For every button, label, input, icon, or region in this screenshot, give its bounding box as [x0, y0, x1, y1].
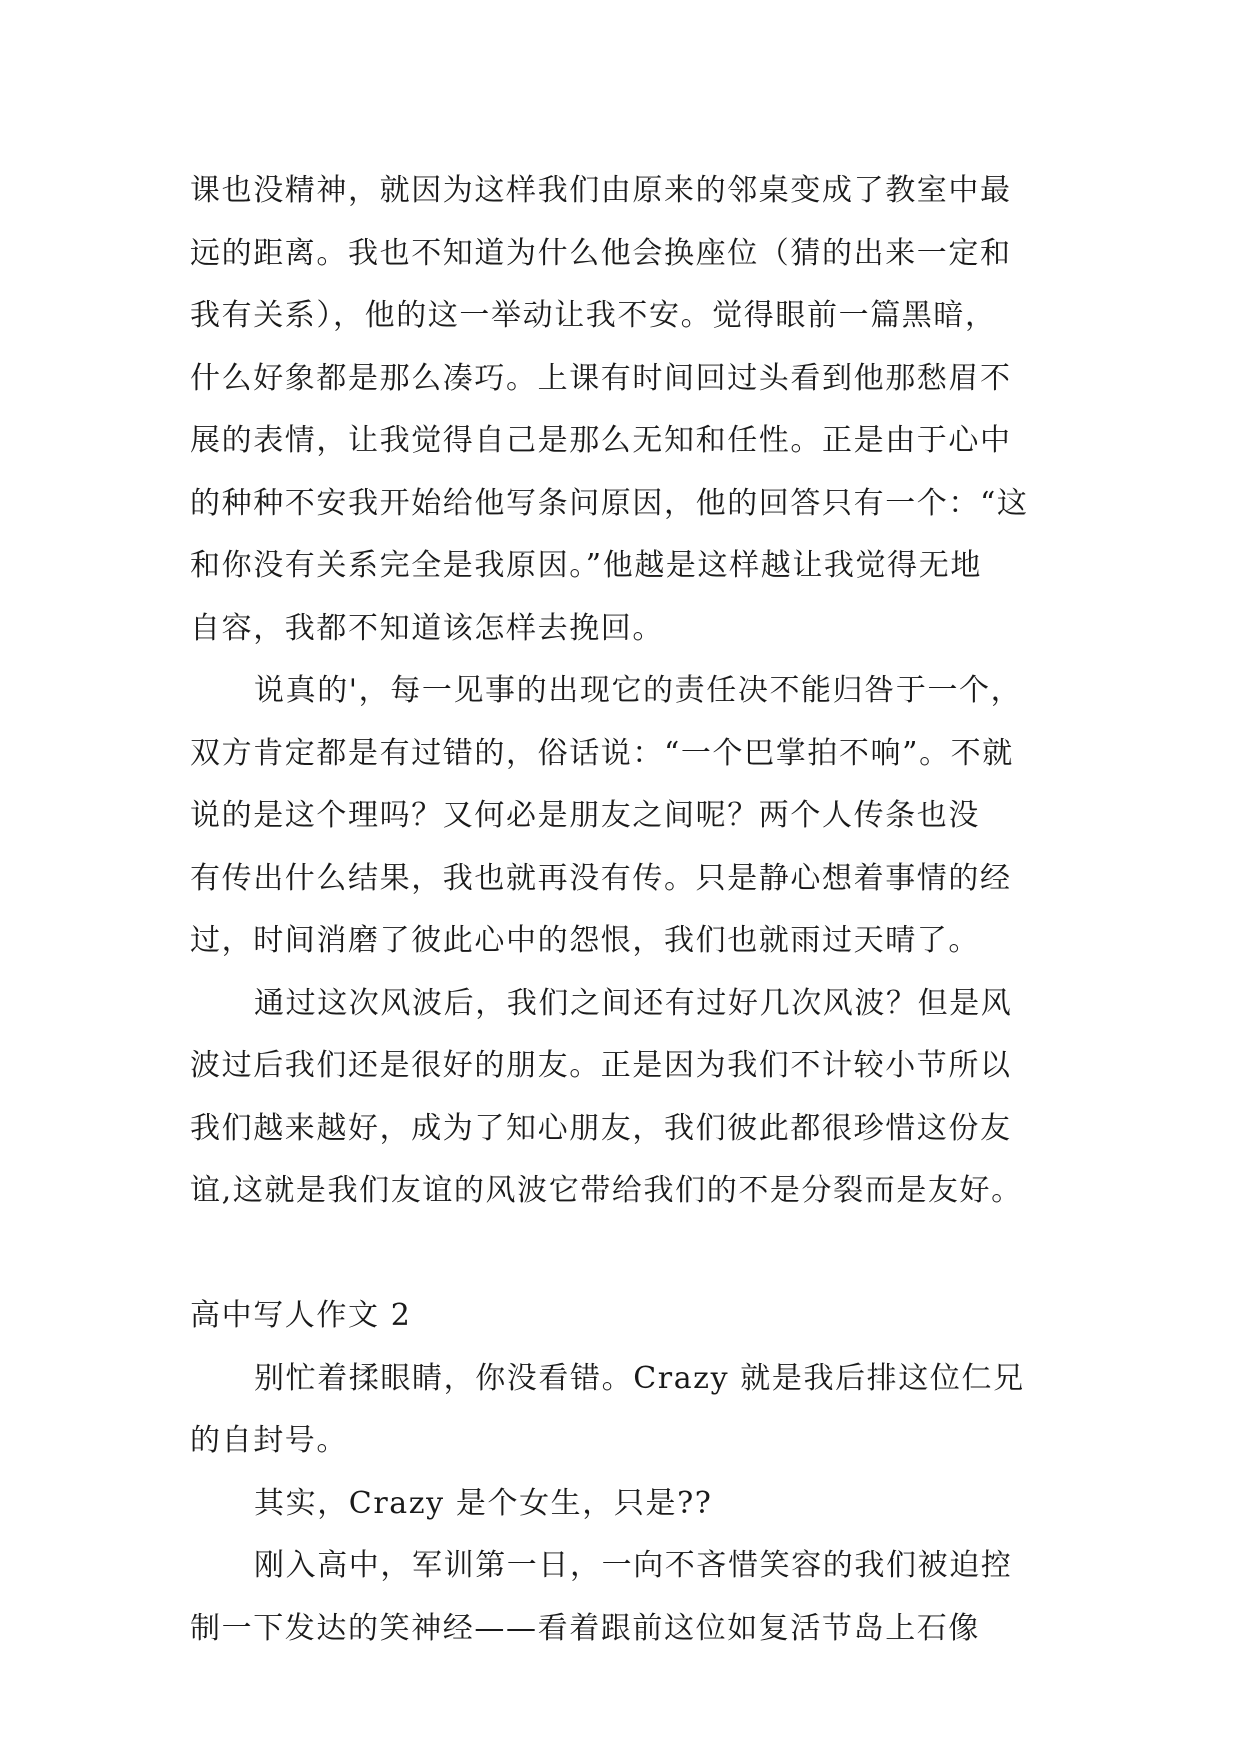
text-line: 的自封号。	[190, 1423, 348, 1458]
text-line: 什么好象都是那么凑巧。上课有时间回过头看到他那愁眉不	[190, 360, 1012, 396]
text-line: 刚入高中，军训第一日，一向不吝惜笑容的我们被迫控	[254, 1548, 1013, 1583]
paragraph-3	[190, 973, 1070, 1223]
text-line: 过，时间消磨了彼此心中的怨恨，我们也就雨过天晴了。	[190, 923, 980, 958]
text-line: 有传出什么结果，我也就再没有传。只是静心想着事情的经	[190, 860, 1012, 896]
text-line: 自容，我都不知道该怎样去挽回。	[190, 610, 664, 646]
section-heading: 高中写人作文 2	[190, 1298, 412, 1333]
paragraph-2	[190, 660, 1070, 973]
paragraph-6	[190, 1535, 1070, 1660]
text-line: 我们越来越好，成为了知心朋友，我们彼此都很珍惜这份友	[190, 1110, 1012, 1146]
text-line: 双方肯定都是有过错的，俗话说：“一个巴掌拍不响”。不就	[190, 735, 1014, 771]
text-line: 和你没有关系完全是我原因。”他越是这样越让我觉得无地	[190, 548, 982, 583]
text-line: 谊,这就是我们友谊的风波它带给我们的不是分裂而是友好。	[190, 1173, 1023, 1208]
text-line: 别忙着揉眼睛，你没看错。Crazy 就是我后排这位仁兄	[254, 1360, 1025, 1396]
text-line: 波过后我们还是很好的朋友。正是因为我们不计较小节所以	[190, 1048, 1012, 1083]
text-line: 通过这次风波后，我们之间还有过好几次风波？但是风	[254, 985, 1013, 1021]
text-line: 展的表情，让我觉得自己是那么无知和任性。正是由于心中	[190, 423, 1012, 458]
text-line: 制一下发达的笑神经——看着跟前这位如复活节岛上石像	[190, 1610, 980, 1646]
text-line: 说真的'，每一见事的出现它的责任决不能归咎于一个，	[254, 673, 1023, 708]
text-line: 其实，Crazy 是个女生，只是??	[254, 1485, 713, 1521]
paragraph-4	[190, 1348, 1070, 1473]
paragraph-5	[190, 1473, 1070, 1536]
paragraph-1	[190, 160, 1070, 660]
document-body	[190, 160, 1070, 1660]
text-line: 的种种不安我开始给他写条问原因，他的回答只有一个：“这	[190, 485, 1029, 521]
text-line: 课也没精神，就因为这样我们由原来的邻桌变成了教室中最	[190, 173, 1012, 208]
text-line: 说的是这个理吗？又何必是朋友之间呢？两个人传条也没	[190, 798, 980, 833]
paragraph-gap	[190, 1223, 1070, 1286]
text-line: 远的距离。我也不知道为什么他会换座位（猜的出来一定和	[190, 235, 1012, 271]
text-line: 我有关系），他的这一举动让我不安。觉得眼前一篇黑暗，	[190, 298, 997, 333]
